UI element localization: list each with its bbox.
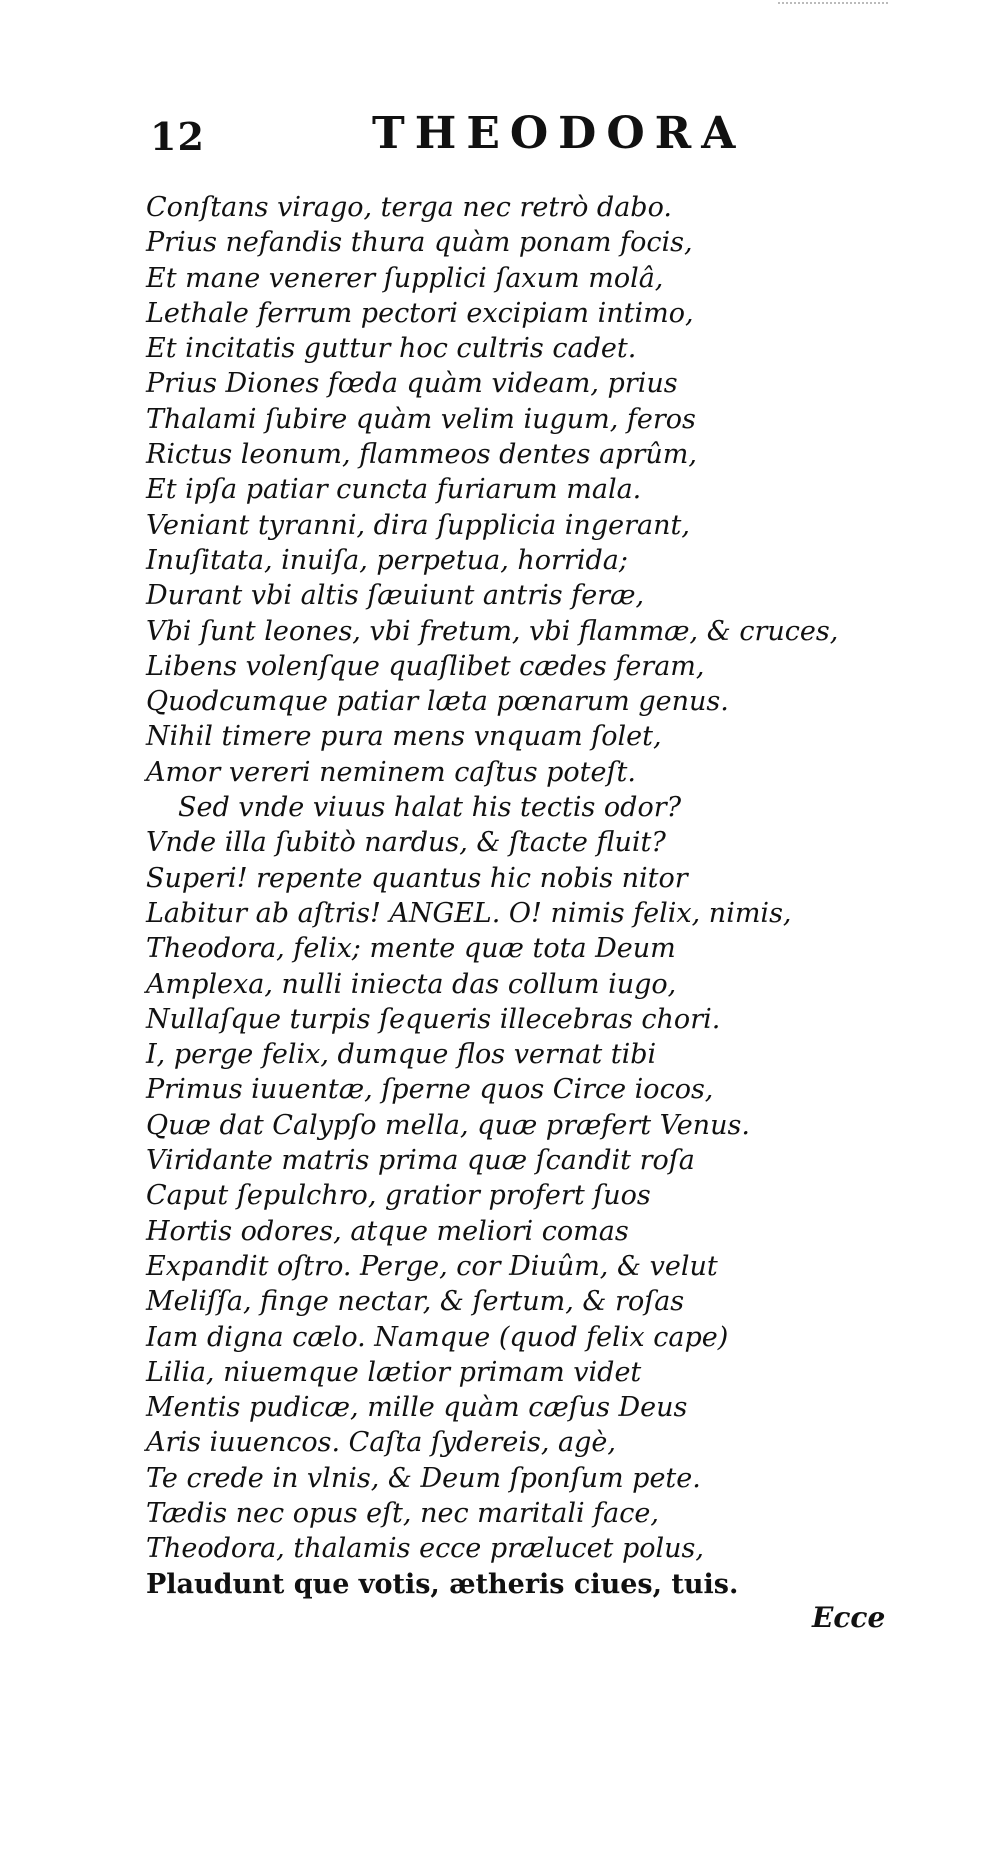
verse-line: Plaudunt que votis, ætheris ciues, tuis. [146,1568,739,1600]
verse-line: Superi! repente quantus hic nobis nitor [146,862,688,894]
verse-line: Amor vereri neminem caſtus poteſt. [146,756,636,788]
verse-line: Durant vbi altis ſæuiunt antris feræ, [146,580,645,612]
verse-line: Rictus leonum, flammeos dentes aprûm, [146,439,697,471]
verse-line: I, perge felix, dumque flos vernat tibi [146,1039,657,1071]
verse-line: Vbi ſunt leones, vbi fretum, vbi flammæ, & cruces, [146,615,839,647]
verse-line: Theodora, thalamis ecce prælucet polus, [146,1533,704,1565]
verse-line: Mentis pudicæ, mille quàm cæſus Deus [146,1392,688,1424]
verse-line: Vnde illa ſubitò nardus, & ſtacte fluit? [146,827,666,859]
verse-line: Theodora, felix; mente quæ tota Deum [146,933,676,965]
verse-line: Et ipſa patiar cuncta furiarum mala. [146,474,642,506]
verse-line: Viridante matris prima quæ ſcandit roſa [146,1145,695,1177]
running-title: THEODORA [372,108,746,159]
verse-text [146,190,946,1602]
running-header [150,108,746,168]
verse-line: Meliſſa, finge nectar, & ſertum, & roſas [146,1286,685,1318]
verse-line: Caput ſepulchro, gratior profert ſuos [146,1180,651,1212]
verse-line: Veniant tyranni, dira ſupplicia ingerant, [146,509,690,541]
verse-line: Thalami ſubire quàm velim iugum, feros [146,403,696,435]
verse-line: Tædis nec opus eſt, nec maritali face, [146,1497,659,1529]
verse-line: Nihil timere pura mens vnquam ſolet, [146,721,662,753]
verse-line: Nullaſque turpis ſequeris illecebras chori. [146,1003,721,1035]
verse-line: Hortis odores, atque meliori comas [146,1215,629,1247]
verse-line: Prius nefandis thura quàm ponam focis, [146,227,693,259]
catchword: Ecce [812,1601,886,1634]
verse-line: Prius Diones fœda quàm videam, prius [146,368,678,400]
verse-line: Conſtans virago, terga nec retrò dabo. [146,192,672,223]
verse-line: Libens volenſque quaſlibet cædes feram, [146,650,705,682]
verse-line: Et mane venerer ſupplici ſaxum molâ, [146,262,664,294]
verse-line: Amplexa, nulli iniecta das collum iugo, [146,968,677,1000]
verse-line: Inuſitata, inuiſa, perpetua, horrida; [146,544,628,576]
verse-line: Primus iuuentæ, ſperne quos Circe iocos, [146,1074,714,1106]
verse-line: Lethale ferrum pectori excipiam intimo, [146,297,694,329]
page-number: 12 [150,114,205,159]
verse-line: Lilia, niuemque lætior primam videt [146,1356,642,1388]
page-edge-mark [778,2,888,8]
verse-line: Quæ dat Calypſo mella, quæ præfert Venus. [146,1109,750,1141]
verse-line: Labitur ab aſtris! ANGEL. O! nimis felix, nimis, [146,897,792,929]
verse-line: Quodcumque patiar læta pœnarum genus. [146,686,729,718]
verse-line: Et incitatis guttur hoc cultris cadet. [146,333,637,365]
verse-line: Aris iuuencos. Caſta ſydereis, agè, [146,1427,616,1459]
verse-line: Sed vnde viuus halat his tectis odor? [178,792,682,824]
verse-line: Iam digna cælo. Namque (quod felix cape) [146,1321,729,1353]
verse-line: Expandit oſtro. Perge, cor Diuûm, & velut [146,1250,718,1282]
verse-line: Te crede in vlnis, & Deum ſponſum pete. [146,1462,701,1494]
